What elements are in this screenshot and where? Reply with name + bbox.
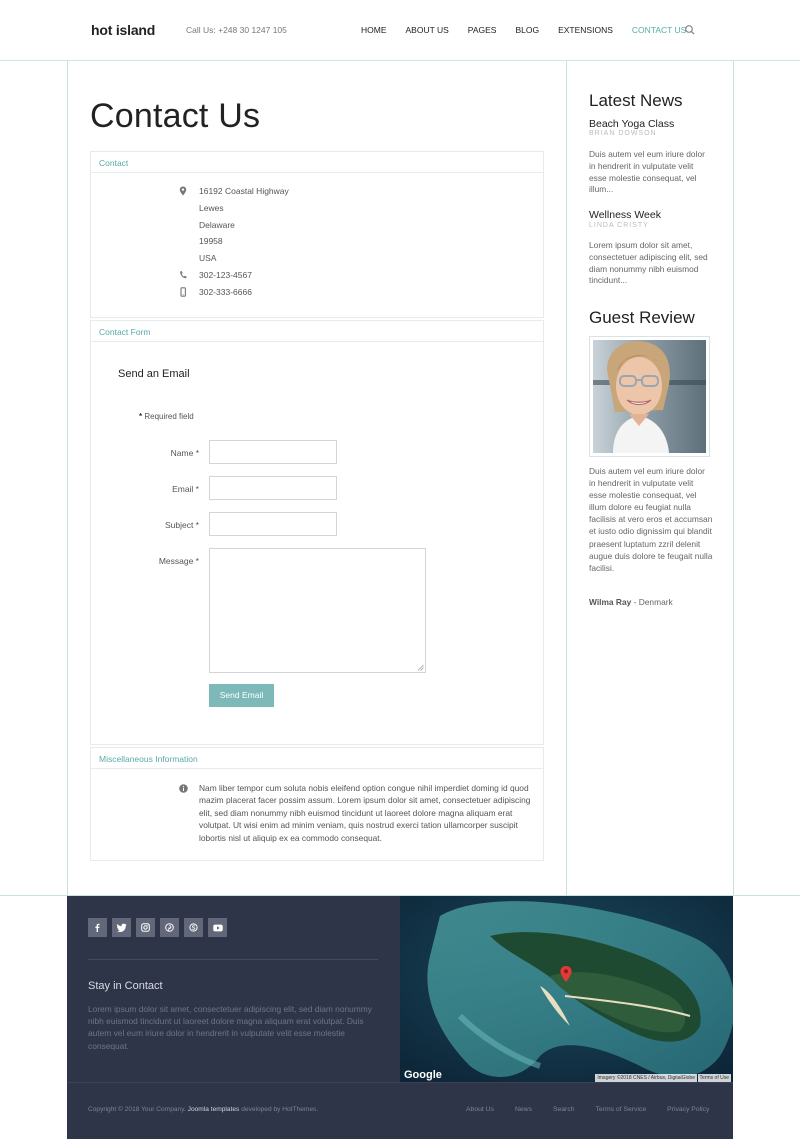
subject-label: Subject * [164,520,199,530]
footer-link-about-us[interactable]: About Us [466,1106,494,1113]
subject-input[interactable] [209,512,337,536]
google-logo: Google [404,1069,442,1081]
column-rule-middle [566,61,567,895]
copyright-text [88,1106,318,1113]
map-terms-link[interactable]: Terms of Use [699,1075,729,1081]
column-rule-right [733,61,734,895]
skype-icon[interactable] [184,918,203,937]
misc-info-text: Nam liber tempor cum soluta nobis eleifend option congue nihil imperdiet doming id quod mazim placerat facer possim assum. Lorem ipsum dolor sit amet, consectetuer adipiscing elit, sed diam nonummy nibh euismod tincidunt ut laoreet dolore magna aliquam erat volutpat. Ut wisi enim ad minim veniam, quis nostrud exerci tation ullamcorper suscipit lobortis nisl ut aliquip ex ea commodo consequat. [199,783,531,843]
email-label: Email * [172,484,199,494]
required-note-text: Required field [142,412,194,421]
nav-blog[interactable]: BLOG [515,25,540,35]
stay-in-contact-text: Lorem ipsum dolor sit amet, consectetuer adipiscing elit, sed diam nonummy nibh euismod tincidunt ut laoreet dolore magna aliquam erat volutpat. Duis autem vel eum iriure dolor in hendrerit in vulputate velit esse molestie consequat. [88,1004,372,1051]
stay-in-contact-heading: Stay in Contact [88,980,163,992]
footer-link-search[interactable]: Search [552,1106,575,1113]
form-title: Send an Email [118,368,190,380]
youtube-icon[interactable] [208,918,227,937]
name-input[interactable] [209,440,337,464]
email-input[interactable] [209,476,337,500]
review-text: Duis autem vel eum iriure dolor in hendrerit in vulputate velit esse molestie consequat, vel illum dolore eu feugiat nulla facilisis at vero eros et accumsan et iusto odio dignissim qui blandit praesent luptatum zzril delenit augue duis dolore te feugait nulla facilisi. [589,466,713,573]
address-country: USA [199,253,217,263]
footer-divider [88,959,378,960]
address-city: Lewes [199,203,224,213]
map-marker-icon [179,186,187,196]
required-star: * [139,412,143,421]
news-item-author: BRIAN DOWSON [589,130,657,137]
mobile-icon [179,287,187,297]
social-links [88,918,227,937]
copyright-prefix: Copyright © 2018 Your Company. [88,1106,188,1113]
footer-link-news[interactable]: News [514,1106,532,1113]
guest-photo [589,336,710,457]
misc-info-panel [90,747,544,861]
message-label: Message * [158,556,199,566]
call-us-text: Call Us: +248 30 1247 105 [186,25,287,35]
message-textarea[interactable] [209,548,426,673]
joomla-templates-link[interactable]: Joomla templates [187,1106,240,1113]
mobile-number: 302-333-6666 [199,287,252,297]
info-icon [179,784,188,793]
facebook-icon[interactable] [88,918,107,937]
search-icon[interactable] [684,24,696,36]
satellite-map-image [400,896,733,1082]
review-author [589,597,673,607]
news-item-excerpt: Lorem ipsum dolor sit amet, consectetuer adipiscing elit, sed diam nonummy nibh euismod tincidunt... [589,240,708,286]
location-map[interactable] [400,896,733,1082]
pinterest-icon[interactable] [160,918,179,937]
site-footer [67,896,733,1139]
address-street: 16192 Coastal Highway [199,186,289,196]
nav-pages[interactable]: PAGES [467,25,497,35]
news-item-title[interactable]: Wellness Week [589,209,661,221]
twitter-icon[interactable] [112,918,131,937]
news-item-author: LINDA CRISTY [589,222,649,229]
contact-panel-heading[interactable]: Contact [91,152,543,173]
address-state: Delaware [199,220,235,230]
site-logo[interactable]: hot island [91,22,156,38]
main-nav [361,25,705,35]
page-title: Contact Us [90,97,261,135]
footer-link-privacy[interactable]: Privacy Policy [667,1106,710,1113]
address-zip: 19958 [199,236,223,246]
map-attribution: Imagery ©2018 CNES / Airbus, DigitalGlobe [597,1075,695,1081]
nav-home[interactable]: HOME [361,25,387,35]
send-email-button[interactable]: Send Email [209,684,274,707]
review-author-location: - Denmark [631,597,673,607]
phone-icon [179,270,187,280]
nav-about-us[interactable]: ABOUT US [405,25,449,35]
contact-form-panel [90,320,544,745]
nav-extensions[interactable]: EXTENSIONS [558,25,613,35]
required-field-note [139,412,194,421]
news-item-excerpt: Duis autem vel eum iriure dolor in hendrerit in vulputate velit esse molestie consequat, vel illum... [589,149,705,195]
resize-handle-icon[interactable] [417,664,424,671]
column-rule-left [67,61,68,895]
guest-review-heading: Guest Review [589,308,695,327]
news-item-title[interactable]: Beach Yoga Class [589,118,675,130]
review-author-name: Wilma Ray [589,597,632,607]
contact-form-panel-heading[interactable]: Contact Form [91,321,543,342]
misc-panel-heading[interactable]: Miscellaneous Information [91,748,543,769]
latest-news-heading: Latest News [589,91,683,110]
guest-portrait [593,340,706,453]
footer-bottom-rule [67,1082,733,1083]
nav-contact-us[interactable]: CONTACT US [631,25,687,35]
contact-panel [90,151,544,318]
footer-links [466,1106,730,1113]
footer-link-terms[interactable]: Terms of Service [595,1106,647,1113]
instagram-icon[interactable] [136,918,155,937]
phone-number: 302-123-4567 [199,270,252,280]
name-label: Name * [170,448,199,458]
copyright-suffix: developed by HotThemes. [239,1106,319,1113]
site-header [0,0,800,61]
